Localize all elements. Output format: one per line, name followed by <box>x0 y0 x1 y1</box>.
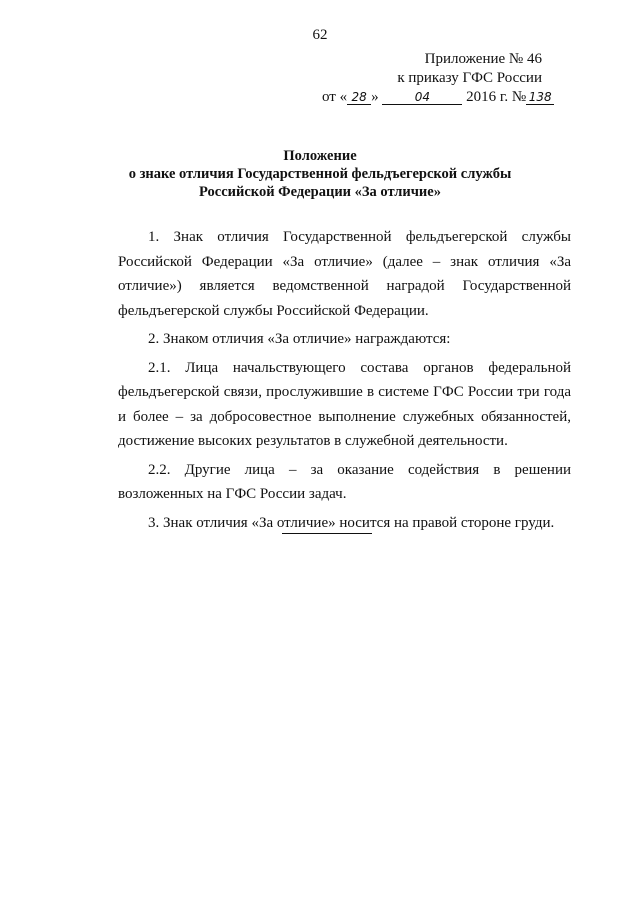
title-line-2: о знаке отличия Государственной фельдъегерской службы <box>128 166 512 182</box>
handwritten-month: 04 <box>382 90 462 105</box>
document-title <box>0 147 640 201</box>
closing-divider <box>282 533 372 534</box>
document-body <box>118 225 571 535</box>
year-and-number-label: 2016 г. № <box>466 89 527 105</box>
handwritten-day: 28 <box>347 90 371 105</box>
appendix-header <box>322 50 552 107</box>
date-quote-close: » <box>371 89 379 105</box>
paragraph-2-2: 2.2. Другие лица – за оказание содействия в решении возложенных на ГФС России задач. <box>118 461 571 502</box>
appendix-date-line <box>322 88 552 107</box>
appendix-order-reference: к приказу ГФС России <box>397 70 542 86</box>
paragraph-3: 3. Знак отличия «За отличие» носится на правой стороне груди. <box>148 514 555 531</box>
title-line-1: Положение <box>283 148 357 164</box>
appendix-title: Приложение № 46 <box>424 51 542 67</box>
handwritten-order-number: 138 <box>526 90 554 105</box>
date-prefix: от « <box>322 89 348 105</box>
title-line-3: Российской Федерации «За отличие» <box>199 184 441 200</box>
paragraph-2-1: 2.1. Лица начальствующего состава органов федеральной фельдъегерской связи, прослужившие в системе ГФС России три года и более – за добросовестное выполнение служебных обязанностей, достижение высоких результатов в служебной деятельности. <box>118 359 571 449</box>
page-number: 62 <box>312 27 328 43</box>
paragraph-2: 2. Знаком отличия «За отличие» награждаются: <box>148 331 451 347</box>
paragraph-1: 1. Знак отличия Государственной фельдъегерской службы Российской Федерации «За отличие» (далее – знак отличия «За отличие») является ведомственной наградой Государственной фельдъегерской службы Российской Федерации. <box>118 229 571 319</box>
